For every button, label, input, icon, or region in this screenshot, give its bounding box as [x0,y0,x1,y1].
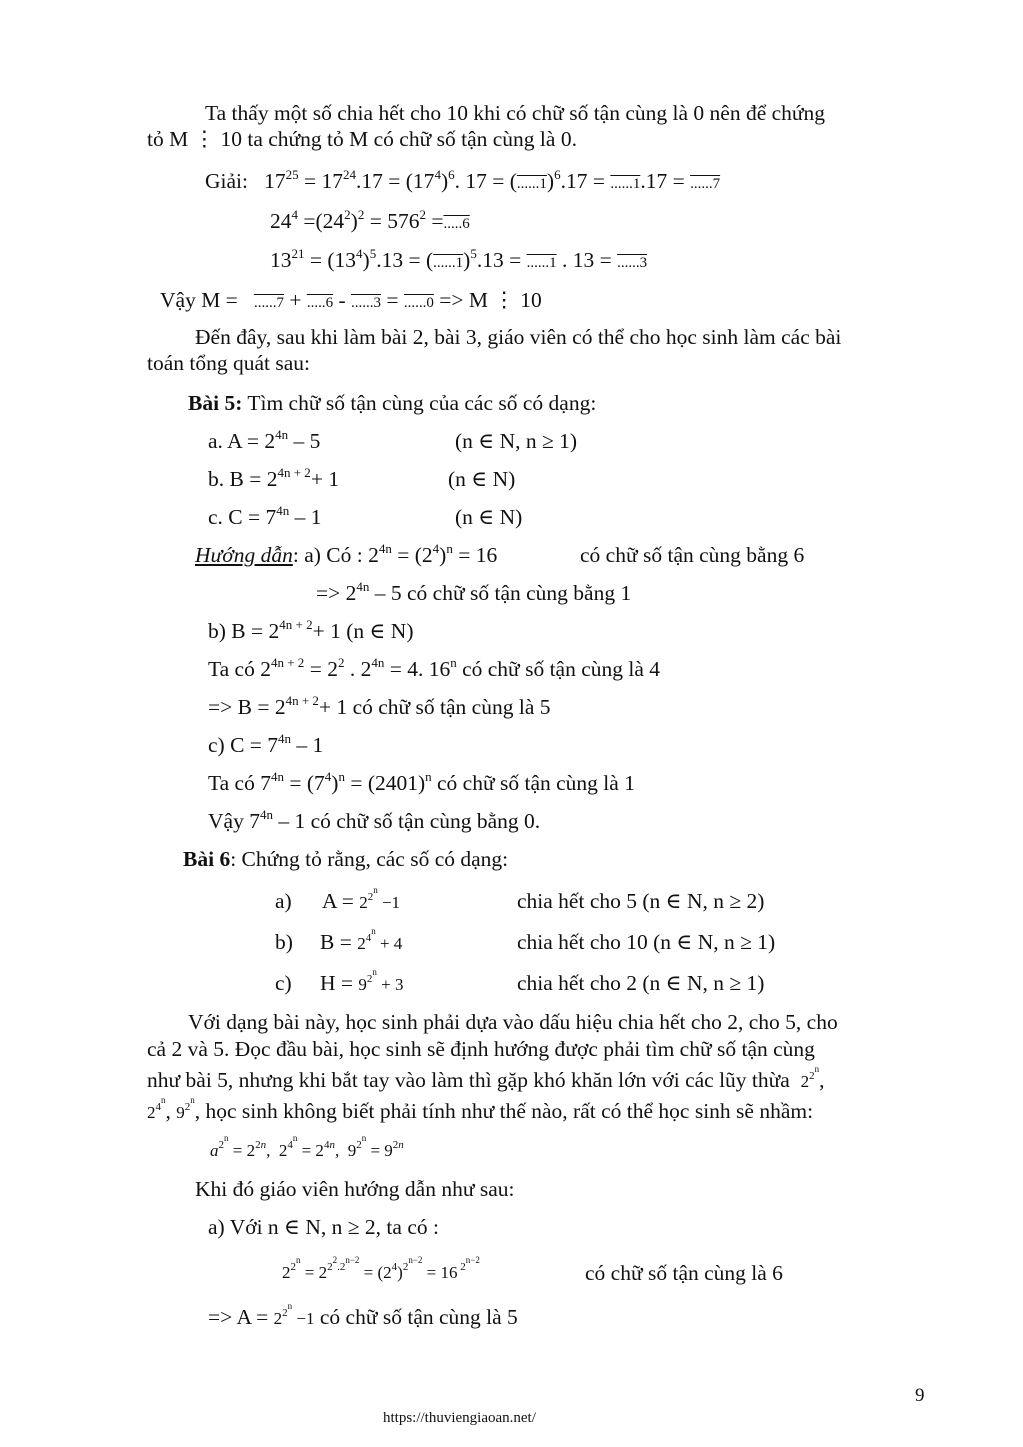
conclusion-row: Vậy M = ......7 + .....6 - ......3 = ......0 => M ⋮ 10 [160,288,542,312]
exercise-6-item-c-condition: chia hết cho 2 (n ∈ N, n ≥ 1) [517,971,765,995]
exercise-6-heading: Bài 6: Chứng tỏ rằng, các số có dạng: [183,847,509,871]
solution-row-2: $24^4 =(24^2)^2 = 576^2 =.....6$ [270,206,470,233]
exercise-6-item-a-condition: chia hết cho 5 (n ∈ N, n ≥ 2) [517,889,765,913]
paragraph-3-line-4: $2^{4^n}$, $9^{2^n}$, học sinh không biết phải tính như thế nào, rất có thể học sinh sẽ nhầm: [147,1094,814,1123]
solution-row-3: $13^{21} = (13^4)^5.13 = (......1)^5.13 = ......1$ . 13 = ......3 [270,245,648,272]
guide-line-6: c) $C = 7^{4n} - 1$ [208,730,324,757]
guide-formula-result: có chữ số tận cùng là 6 [585,1261,783,1285]
guide-line-1-result: có chữ số tận cùng bằng 6 [580,543,805,567]
paragraph-3-line-3: như bài 5, nhưng khi bắt tay vào làm thì gặp khó khăn lớn với các lũy thừa $2^{2^n}$, [147,1063,825,1092]
exercise-6-item-a-label: a) [275,889,292,913]
exercise-6-item-c-expr: $H = 9^{2^n} + 3$ [320,966,404,995]
exercise-5-item-a: a. $A = 2^{4n} - 5$ [208,426,321,453]
paragraph-3-line-2: cả 2 và 5. Đọc đầu bài, học sinh sẽ định hướng được phải tìm chữ số tận cùng [147,1037,815,1061]
solution-row-1: Giải: $17^{25} = 17^{24}.17 = (17^4)^6$. $17 = (......1)^6.17 = ......1.17 = ......7$ [205,166,721,193]
exercise-6-item-b-expr: $B = 2^{4^n} + 4$ [320,925,403,954]
paragraph-4-line-4: => $A = 2^{2^n} -1$ có chữ số tận cùng là 5 [208,1300,518,1329]
exercise-5-item-c-condition: (n ∈ N) [455,505,523,529]
paragraph-1-line-1: Ta thấy một số chia hết cho 10 khi có chữ số tận cùng là 0 nên để chứng [205,101,826,125]
exercise-5-item-a-condition: (n ∈ N, n ≥ 1) [455,429,578,453]
exercise-5-item-c: c. $C = 7^{4n} - 1$ [208,502,322,529]
guide-line-8: Vậy $7^{4n} - 1$ có chữ số tận cùng bằng 0. [208,806,541,833]
exercise-5-item-b-condition: (n ∈ N) [448,467,516,491]
paragraph-4-line-2: a) Với n ∈ N, n ≥ 2, ta có : [208,1215,439,1239]
guide-line-7: Ta có $7^{4n} = (7^4)^n = (2401)^n$ có chữ số tận cùng là 1 [208,768,635,795]
common-mistake-formula: $a^{2^n} = 2^{2n}$, $2^{4^n} = 2^{4n}$, $9^{2^n} = 9^{2n}$ [210,1132,404,1160]
exercise-5-heading: Bài 5: Tìm chữ số tận cùng của các số có dạng: [188,391,597,415]
exercise-6-item-b-label: b) [275,930,293,954]
exercise-5-item-b: b. $B = 2^{4n + 2}+ 1$ [208,464,340,491]
footer-url[interactable]: https://thuviengiaoan.net/ [383,1410,536,1426]
guide-formula: $2^{2^n} = 2^{2^2.2^{n-2}} = (2^4)^{2^{n-2}} = 16$ $^{2^{n-2}}$ [282,1254,480,1282]
guide-line-1: Hướng dẫn: a) Có : $2^{4n} = (2^4)^n = 16$ [195,540,498,567]
paragraph-1-line-2: tỏ M ⋮ 10 ta chứng tỏ M có chữ số tận cùng là 0. [147,127,577,151]
exercise-6-item-c-label: c) [275,971,292,995]
paragraph-2-line-2: toán tổng quát sau: [147,351,311,375]
paragraph-3-line-1: Với dạng bài này, học sinh phải dựa vào dấu hiệu chia hết cho 2, cho 5, cho [188,1010,838,1034]
exercise-6-item-a-expr: $A = 2^{2^n} -1$ [322,884,401,913]
guide-line-4: Ta có $2^{4n + 2} = 2^2$ . $2^{4n} = 4$. 16$^n$ có chữ số tận cùng là 4 [208,654,661,681]
guide-line-5: => $B = 2^{4n + 2}+ 1$ có chữ số tận cùng là 5 [208,692,551,719]
paragraph-4-line-1: Khi đó giáo viên hướng dẫn như sau: [195,1177,515,1201]
paragraph-2-line-1: Đến đây, sau khi làm bài 2, bài 3, giáo viên có thể cho học sinh làm các bài [195,325,842,349]
page-number: 9 [915,1385,925,1406]
exercise-6-item-b-condition: chia hết cho 10 (n ∈ N, n ≥ 1) [517,930,776,954]
guide-line-2: => $2^{4n} - 5$ có chữ số tận cùng bằng 1 [316,578,632,605]
guide-line-3: b) $B = 2^{4n + 2}+ 1$ (n ∈ N) [208,616,414,643]
